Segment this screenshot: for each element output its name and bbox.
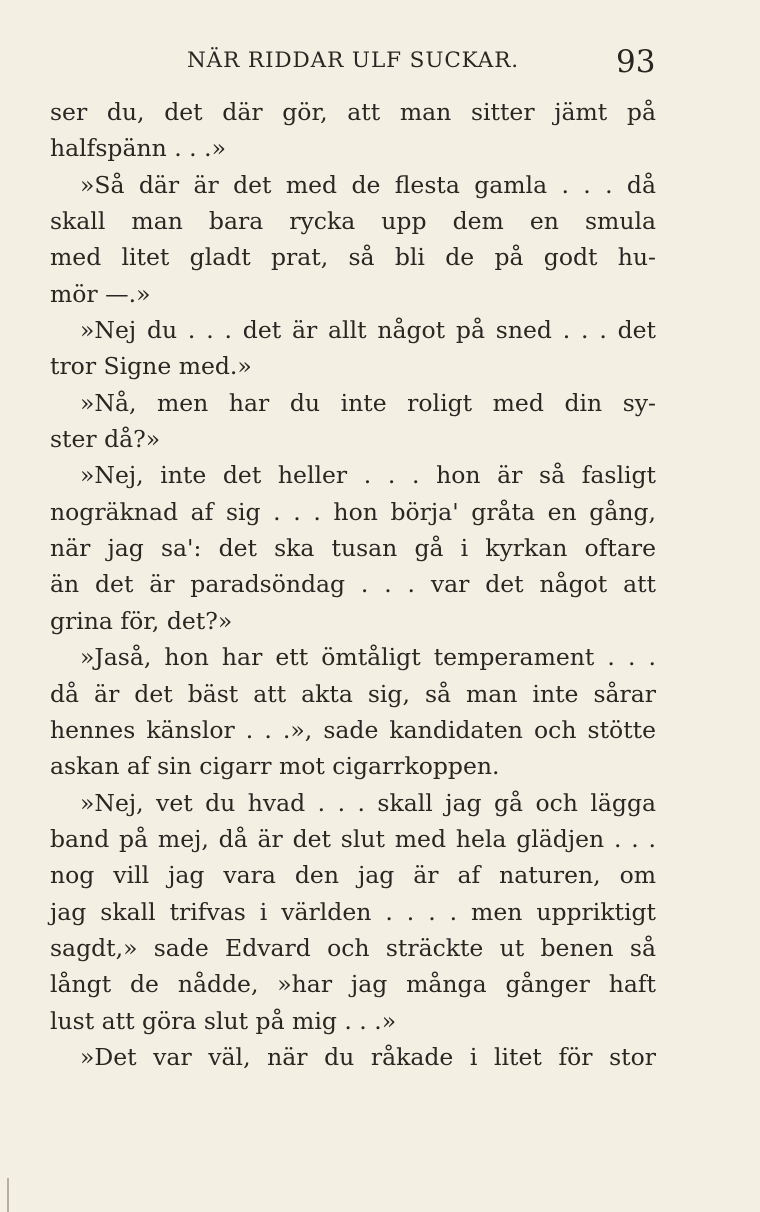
text-line: hennes känslor . . .», sade kandidaten och stötte <box>50 715 656 744</box>
text-line: »Nej, vet du hvad . . . skall jag gå och lägga <box>80 788 656 817</box>
text-line: tror Signe med.» <box>50 352 252 381</box>
page-edge-mark <box>7 1178 9 1212</box>
page-number: 93 <box>616 44 656 80</box>
text-line: då är det bäst att akta sig, så man inte sårar <box>50 679 656 708</box>
body-text <box>50 94 656 1075</box>
text-line: mör —.» <box>50 279 151 308</box>
text-line: sagdt,» sade Edvard och sträckte ut benen så <box>50 933 656 962</box>
text-line: lust att göra slut på mig . . .» <box>50 1006 397 1035</box>
text-line: ser du, det där gör, att man sitter jämt på <box>50 98 656 126</box>
text-line: »Det var väl, när du råkade i litet för stor <box>80 1042 656 1071</box>
running-title: NÄR RIDDAR ULF SUCKAR. <box>186 48 520 73</box>
text-line: »Så där är det med de flesta gamla . . . då <box>80 170 656 199</box>
text-line: grina för, det?» <box>50 606 233 635</box>
text-line: nogräknad af sig . . . hon börja' gråta en gång, <box>50 497 656 526</box>
text-line: nog vill jag vara den jag är af naturen, om <box>50 861 656 890</box>
text-line: »Jaså, hon har ett ömtåligt temperament . . . <box>80 643 656 672</box>
text-line: jag skall trifvas i världen . . . . men uppriktigt <box>50 897 656 926</box>
text-line: »Nå, men har du inte roligt med din sy- <box>80 388 656 417</box>
text-line: med litet gladt prat, så bli de på godt hu- <box>50 243 656 272</box>
text-line: halfspänn . . .» <box>50 134 226 163</box>
text-line: band på mej, då är det slut med hela glädjen . . . <box>50 824 656 853</box>
text-line: långt de nådde, »har jag många gånger haft <box>50 970 656 999</box>
text-line: »Nej, inte det heller . . . hon är så fasligt <box>80 461 656 490</box>
text-line: »Nej du . . . det är allt något på sned . . . det <box>80 316 656 345</box>
text-line: ster då?» <box>50 425 161 454</box>
text-line: när jag sa': det ska tusan gå i kyrkan oftare <box>50 534 656 563</box>
text-line: än det är paradsöndag . . . var det något att <box>50 570 656 599</box>
text-line: skall man bara rycka upp dem en smula <box>50 207 656 236</box>
text-line: askan af sin cigarr mot cigarrkoppen. <box>50 752 500 781</box>
running-head <box>50 38 656 82</box>
